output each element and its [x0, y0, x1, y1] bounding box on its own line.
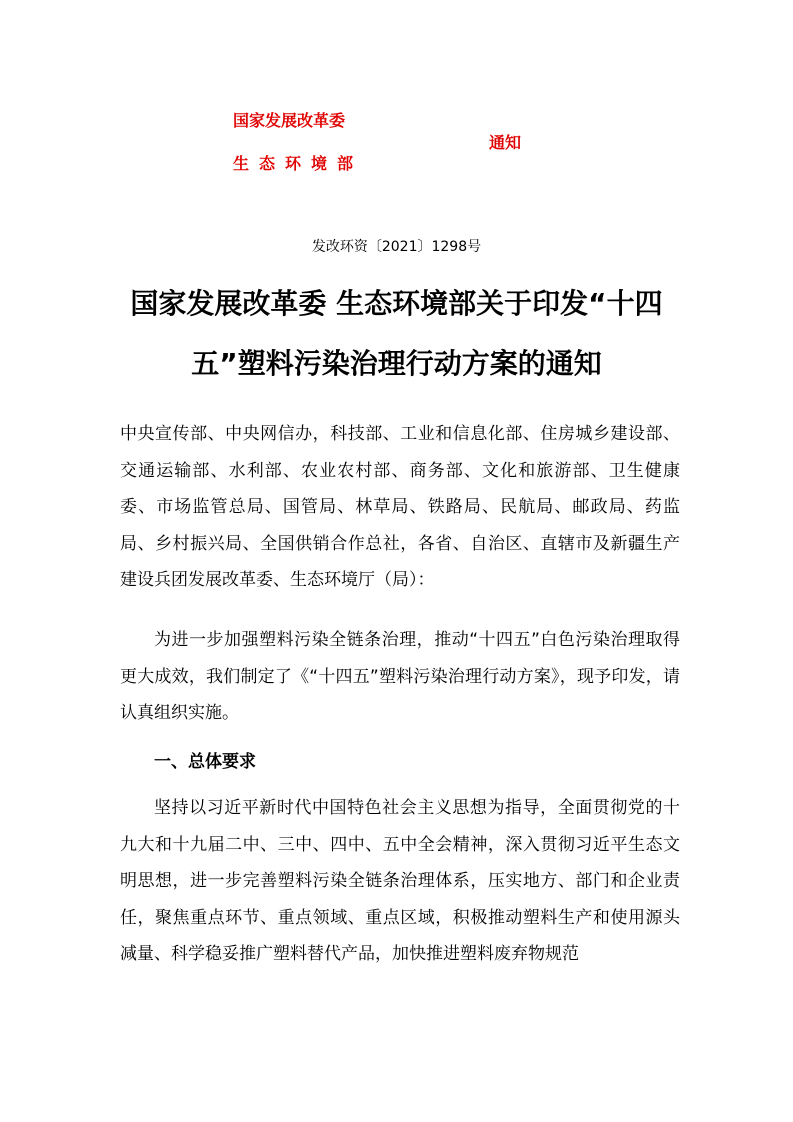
document-title-line-2: 五”塑料污染治理行动方案的通知: [191, 347, 602, 380]
issuing-agency-mee: 生态环境部: [233, 154, 364, 173]
intro-paragraph: 为进一步加强塑料污染全链条治理，推动“十四五”白色污染治理取得更大成效，我们制定了《“十四五”塑料污染治理行动方案》，现予印发，请认真组织实施。: [120, 630, 680, 724]
addressee-list: 中央宣传部、中央网信办，科技部、工业和信息化部、住房城乡建设部、交通运输部、水利部、农业农村部、商务部、文化和旅游部、卫生健康委、市场监管总局、国管局、林草局、铁路局、民航局、邮政局、药监局、乡村振兴局、全国供销合作总社，各省、自治区、直辖市及新疆生产建设兵团发展改革委、生态环境厅（局）：: [120, 424, 680, 591]
issuing-agency-ndrc: 国家发展改革委: [233, 111, 346, 130]
notice-label: 通知: [489, 133, 522, 152]
section-heading-general-requirements: 一、总体要求: [154, 752, 256, 772]
document-number: 发改环资〔2021〕1298号: [311, 239, 482, 255]
general-requirements-paragraph: 坚持以习近平新时代中国特色社会主义思想为指导，全面贯彻党的十九大和十九届二中、三中、四中、五中全会精神，深入贯彻习近平生态文明思想，进一步完善塑料污染全链条治理体系，压实地方、部门和企业责任，聚焦重点环节、重点领域、重点区域，积极推动塑料生产和使用源头减量、科学稳妥推广塑料替代产品，加快推进塑料废弃物规范: [120, 798, 680, 965]
document-title-line-1: 国家发展改革委 生态环境部关于印发“十四: [130, 287, 663, 320]
